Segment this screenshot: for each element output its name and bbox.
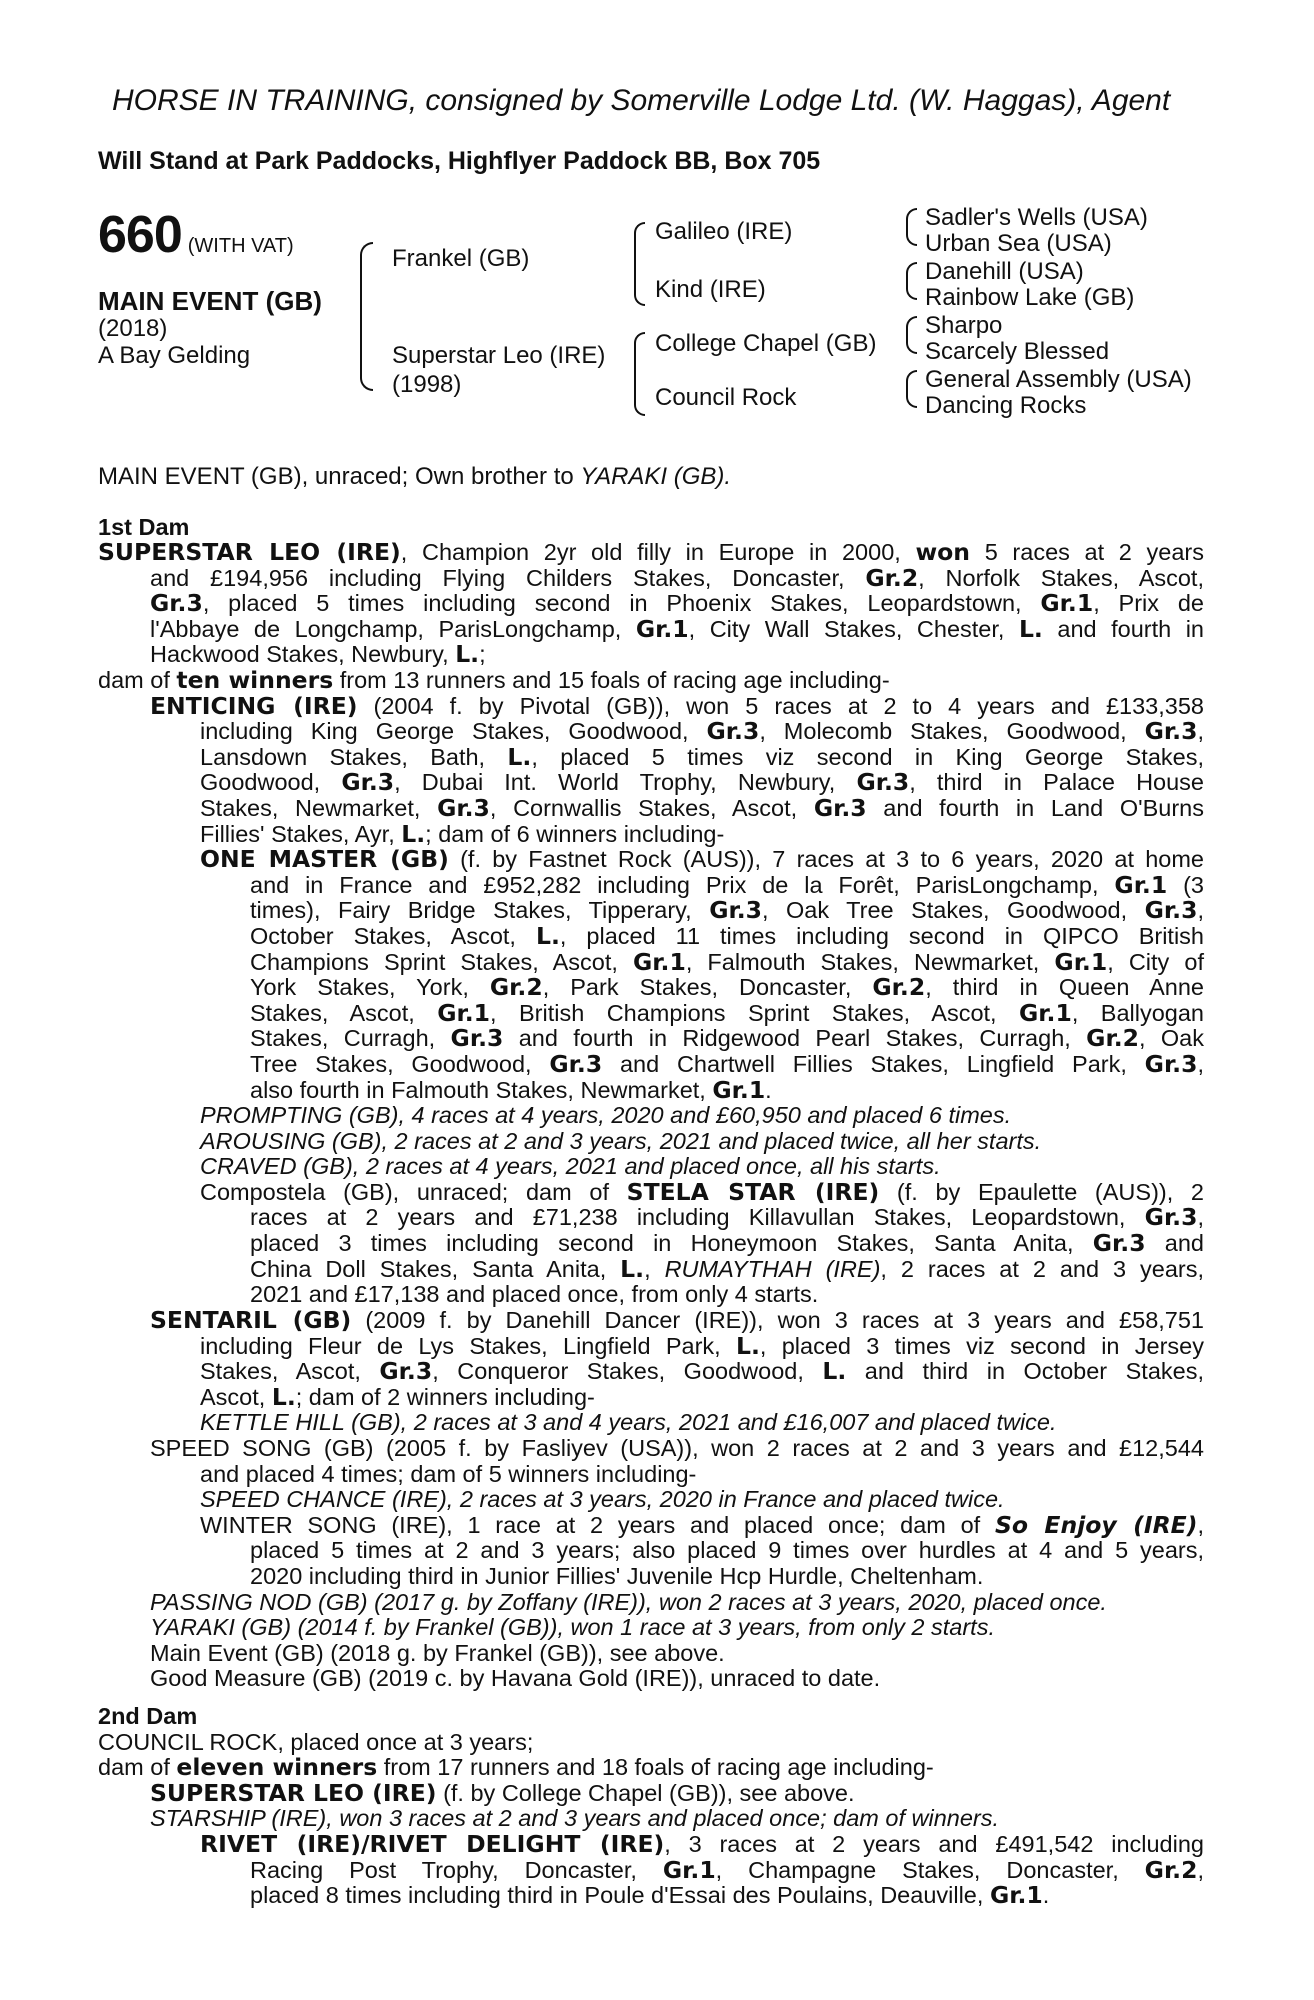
first-dam-text-cont bbox=[150, 563, 1204, 669]
stand-location: Will Stand at Park Paddocks, Highflyer Paddock BB, Box 705 bbox=[98, 147, 821, 175]
second-dam-line: COUNCIL ROCK, placed once at 3 years; bbox=[98, 1728, 534, 1755]
enticing-entry bbox=[150, 691, 1204, 720]
horse-name: MAIN EVENT (GB) bbox=[98, 286, 322, 316]
enticing-line: Goodwood, Gr.3, Dubai Int. World Trophy, Newbury, Gr.3, third in Palace House bbox=[200, 768, 1204, 797]
one-master-line: Stakes, Ascot, Gr.1, British Champions Sprint Stakes, Ascot, Gr.1, Ballyogan bbox=[250, 998, 1204, 1027]
enticing-line: Lansdown Stakes, Bath, L., placed 5 times viz second in King George Stakes, bbox=[200, 742, 1204, 771]
sentaril-entry bbox=[150, 1308, 1204, 1334]
pedigree-dam-sire: College Chapel (GB) bbox=[655, 330, 877, 357]
one-master-line: and in France and £952,282 including Prix de la Forêt, ParisLongchamp, Gr.1 (3 bbox=[250, 870, 1204, 899]
compostela-line: China Doll Stakes, Santa Anita, L., RUMAYTHAH (IRE), 2 races at 2 and 3 years, bbox=[250, 1254, 1205, 1283]
yaraki-entry: YARAKI (GB) (2014 f. by Frankel (GB)), won 1 race at 3 years, from only 2 starts. bbox=[150, 1614, 995, 1641]
first-dam-line: and £194,956 including Flying Childers Stakes, Doncaster, Gr.2, Norfolk Stakes, Ascot, bbox=[150, 563, 1204, 592]
prompting-entry: PROMPTING (GB), 4 races at 4 years, 2020 and £60,950 and placed 6 times. bbox=[200, 1102, 1012, 1128]
rivet-line: RIVET (IRE)/RIVET DELIGHT (IRE), 3 races at 2 years and £491,542 including bbox=[200, 1830, 1204, 1858]
horse-description: A Bay Gelding bbox=[98, 342, 251, 369]
rivet-entry-cont bbox=[250, 1855, 1204, 1910]
compostela-line: 2021 and £17,138 and placed once, from only 4 starts. bbox=[250, 1281, 819, 1308]
first-dam-heading: 1st Dam bbox=[98, 514, 190, 540]
second-dam-heading: 2nd Dam bbox=[98, 1703, 198, 1729]
enticing-line: ENTICING (IRE) (2004 f. by Pivotal (GB)), won 5 races at 2 to 4 years and £133,358 bbox=[150, 691, 1204, 720]
first-dam-text bbox=[98, 540, 1204, 566]
catalogue-heading: HORSE IN TRAINING, consigned by Somerville Lodge Ltd. (W. Haggas), Agent bbox=[112, 84, 1171, 117]
pedigree-brace-dam bbox=[634, 332, 645, 416]
pedigree-dam: Superstar Leo (IRE) bbox=[392, 342, 606, 369]
sentaril-entry-cont bbox=[200, 1331, 1204, 1411]
summary-brother: YARAKI (GB). bbox=[580, 463, 732, 490]
pedigree-brace-dd bbox=[906, 370, 917, 408]
horse-details bbox=[98, 288, 322, 369]
pedigree-brace-main bbox=[360, 242, 373, 391]
pedigree-sire: Frankel (GB) bbox=[392, 245, 530, 272]
enticing-line: Fillies' Stakes, Ayr, L.; dam of 6 winners including- bbox=[200, 819, 725, 848]
first-dam-line: SUPERSTAR LEO (IRE), Champion 2yr old filly in Europe in 2000, won 5 races at 2 years bbox=[98, 538, 1204, 566]
compostela-entry bbox=[200, 1177, 1204, 1206]
pedigree-sire-sire: Galileo (IRE) bbox=[655, 218, 793, 245]
good-measure-entry: Good Measure (GB) (2019 c. by Havana Gold (IRE)), unraced to date. bbox=[150, 1665, 881, 1692]
pedigree-dds: General Assembly (USA) bbox=[925, 366, 1192, 393]
one-master-line: times), Fairy Bridge Stakes, Tipperary, Gr.3, Oak Tree Stakes, Goodwood, Gr.3, bbox=[250, 896, 1204, 925]
starship-entry: STARSHIP (IRE), won 3 races at 2 and 3 years and placed once; dam of winners. bbox=[150, 1805, 1000, 1832]
speed-song-line: and placed 4 times; dam of 5 winners including- bbox=[200, 1460, 697, 1487]
speed-song-entry-cont bbox=[200, 1462, 1204, 1488]
lot-number: 660 bbox=[98, 206, 182, 264]
speed-song-entry bbox=[150, 1436, 1204, 1462]
kettle-hill-entry: KETTLE HILL (GB), 2 races at 3 and 4 years, 2021 and £16,007 and placed twice. bbox=[200, 1409, 1057, 1436]
pedigree-sds: Danehill (USA) bbox=[925, 258, 1084, 285]
enticing-line: including King George Stakes, Goodwood, Gr.3, Molecomb Stakes, Goodwood, Gr.3, bbox=[200, 717, 1204, 746]
first-dam-line: Hackwood Stakes, Newbury, L.; bbox=[150, 640, 486, 669]
winter-song-line: WINTER SONG (IRE), 1 race at 2 years and placed once; dam of So Enjoy (IRE), bbox=[200, 1510, 1204, 1539]
pedigree-brace-ss bbox=[906, 208, 917, 246]
speed-chance-entry: SPEED CHANCE (IRE), 2 races at 3 years, 2020 in France and placed twice. bbox=[200, 1486, 1005, 1513]
rivet-line: placed 8 times including third in Poule d'Essai des Poulains, Deauville, Gr.1. bbox=[250, 1881, 1050, 1910]
summary-text: MAIN EVENT (GB), unraced; Own brother to bbox=[98, 463, 581, 490]
pedigree-dam-year: (1998) bbox=[392, 371, 462, 398]
pedigree-sss: Sadler's Wells (USA) bbox=[925, 204, 1148, 231]
one-master-line: October Stakes, Ascot, L., placed 11 times including second in QIPCO British bbox=[250, 921, 1205, 950]
pedigree-brace-sd bbox=[906, 262, 917, 300]
pedigree-dam-dam: Council Rock bbox=[655, 384, 797, 411]
one-master-line: ONE MASTER (GB) (f. by Fastnet Rock (AUS)), 7 races at 3 to 6 years, 2020 at home bbox=[200, 845, 1205, 874]
winter-song-line: placed 5 times at 2 and 3 years; also placed 9 times over hurdles at 4 and 5 years, bbox=[250, 1537, 1204, 1564]
sentaril-line: Stakes, Ascot, Gr.3, Conqueror Stakes, Goodwood, L. and third in October Stakes, bbox=[200, 1357, 1204, 1386]
pedigree-ssd: Urban Sea (USA) bbox=[925, 230, 1112, 257]
pedigree-dsd: Scarcely Blessed bbox=[925, 338, 1110, 365]
first-dam-line: Gr.3, placed 5 times including second in Phoenix Stakes, Leopardstown, Gr.1, Prix de bbox=[150, 589, 1204, 618]
one-master-line: Stakes, Curragh, Gr.3 and fourth in Ridgewood Pearl Stakes, Curragh, Gr.2, Oak bbox=[250, 1024, 1204, 1053]
rivet-line: Racing Post Trophy, Doncaster, Gr.1, Champagne Stakes, Doncaster, Gr.2, bbox=[250, 1855, 1204, 1884]
first-dam-line: l'Abbaye de Longchamp, ParisLongchamp, Gr.1, City Wall Stakes, Chester, L. and fourth in bbox=[150, 614, 1204, 643]
compostela-line: Compostela (GB), unraced; dam of STELA STAR (IRE) (f. by Epaulette (AUS)), 2 bbox=[200, 1177, 1204, 1206]
one-master-line: York Stakes, York, Gr.2, Park Stakes, Doncaster, Gr.2, third in Queen Anne bbox=[250, 973, 1204, 1002]
compostela-line: races at 2 years and £71,238 including Killavullan Stakes, Leopardstown, Gr.3, bbox=[250, 1203, 1204, 1232]
second-dam-produce-line: dam of eleven winners from 17 runners and 18 foals of racing age including- bbox=[98, 1753, 934, 1782]
first-dam-produce-line: dam of ten winners from 13 runners and 15 foals of racing age including- bbox=[98, 666, 890, 694]
winter-song-entry-cont bbox=[250, 1538, 1204, 1589]
one-master-entry bbox=[200, 847, 1204, 873]
enticing-line: Stakes, Newmarket, Gr.3, Cornwallis Stakes, Ascot, Gr.3 and fourth in Land O'Burns bbox=[200, 793, 1204, 822]
compostela-entry-cont bbox=[250, 1205, 1204, 1307]
vat-note: (WITH VAT) bbox=[187, 235, 294, 257]
one-master-line: Champions Sprint Stakes, Ascot, Gr.1, Falmouth Stakes, Newmarket, Gr.1, City of bbox=[250, 947, 1204, 976]
pedigree-dss: Sharpo bbox=[925, 312, 1003, 339]
sentaril-line: including Fleur de Lys Stakes, Lingfield Park, L., placed 3 times viz second in Jersey bbox=[200, 1331, 1204, 1360]
rivet-entry bbox=[200, 1832, 1204, 1858]
speed-song-line: SPEED SONG (GB) (2005 f. by Fasliyev (USA)), won 2 races at 2 and 3 years and £12,544 bbox=[150, 1435, 1204, 1461]
summary-line bbox=[98, 464, 731, 490]
pedigree-ddd: Dancing Rocks bbox=[925, 392, 1087, 419]
main-event-entry: Main Event (GB) (2018 g. by Frankel (GB)), see above. bbox=[150, 1639, 725, 1666]
pedigree-brace-sire bbox=[634, 222, 645, 306]
one-master-entry-cont bbox=[250, 870, 1205, 1104]
sentaril-line: SENTARIL (GB) (2009 f. by Danehill Dancer (IRE)), won 3 races at 3 years and £58,751 bbox=[150, 1306, 1205, 1334]
arousing-entry: AROUSING (GB), 2 races at 2 and 3 years, 2021 and placed twice, all her starts. bbox=[200, 1127, 1042, 1154]
pedigree-sire-dam: Kind (IRE) bbox=[655, 276, 766, 303]
compostela-line: placed 3 times including second in Honeymoon Stakes, Santa Anita, Gr.3 and bbox=[250, 1228, 1204, 1257]
lot-number-block bbox=[98, 205, 294, 265]
craved-entry: CRAVED (GB), 2 races at 4 years, 2021 and placed once, all his starts. bbox=[200, 1153, 941, 1180]
pedigree-brace-ds bbox=[906, 316, 917, 354]
superstar-leo-entry: SUPERSTAR LEO (IRE) (f. by College Chapel (GB)), see above. bbox=[150, 1778, 855, 1807]
passing-nod-entry: PASSING NOD (GB) (2017 g. by Zoffany (IRE)), won 2 races at 3 years, 2020, placed once. bbox=[150, 1588, 1107, 1615]
one-master-line: also fourth in Falmouth Stakes, Newmarket, Gr.1. bbox=[250, 1075, 772, 1104]
enticing-entry-cont bbox=[200, 719, 1204, 847]
winter-song-line: 2020 including third in Junior Fillies' Juvenile Hcp Hurdle, Cheltenham. bbox=[250, 1562, 984, 1589]
pedigree-sdd: Rainbow Lake (GB) bbox=[925, 284, 1135, 311]
horse-year: (2018) bbox=[98, 315, 168, 342]
winter-song-entry bbox=[200, 1510, 1204, 1539]
sentaril-line: Ascot, L.; dam of 2 winners including- bbox=[200, 1382, 595, 1411]
one-master-line: Tree Stakes, Goodwood, Gr.3 and Chartwell Fillies Stakes, Lingfield Park, Gr.3, bbox=[250, 1049, 1204, 1078]
